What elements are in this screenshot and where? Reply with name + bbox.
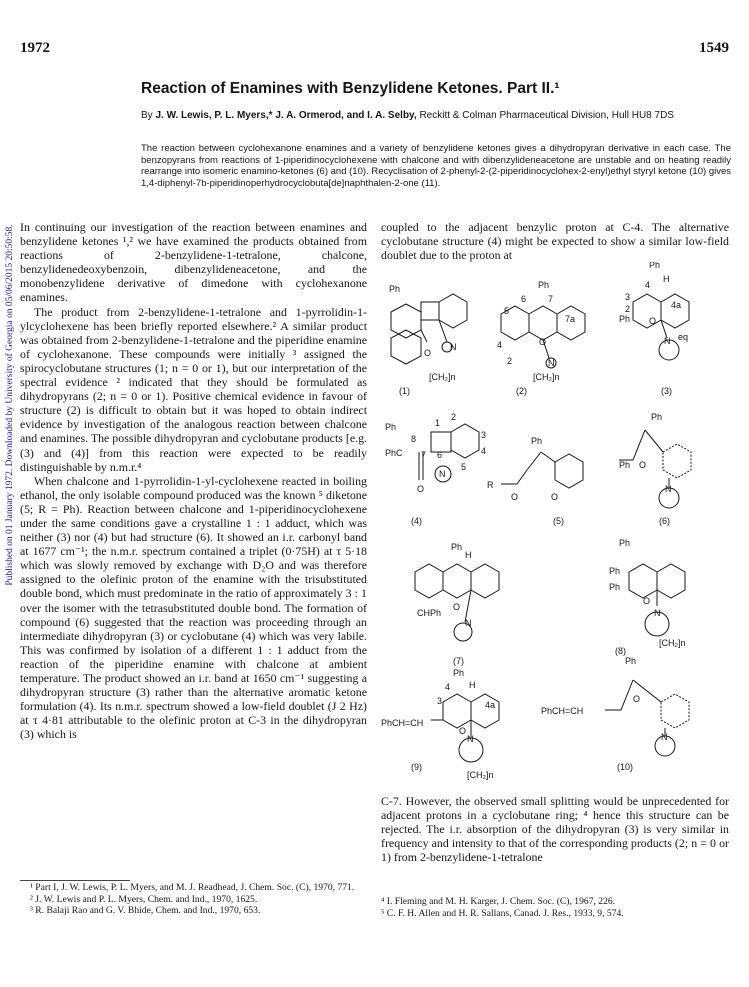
compound-7 bbox=[415, 542, 499, 666]
label-ch2n-8: [CH₂]n bbox=[659, 638, 686, 648]
label-num4-3: 4 bbox=[645, 280, 651, 290]
label-phch-9: PhCH=CH bbox=[381, 718, 424, 728]
label-n-9: N bbox=[467, 734, 474, 744]
label-n-6: N bbox=[665, 484, 672, 494]
label-ph-8: Ph bbox=[619, 538, 631, 548]
download-sidebar bbox=[4, 195, 16, 615]
label-ch2n-9: [CH₂]n bbox=[467, 770, 494, 780]
label-num5-2: 5 bbox=[504, 306, 510, 316]
paragraph-right-bottom: C-7. However, the observed small splitting would be unprecedented for adjacent protons in a cyclobutane ring; ⁴ hence this structure can be rejected. The i.r. absorption of the dihydropyran (3) is very similar in frequency and intensity to that of the corresponding products (2; n = 0 or 1) from 2-benzylidene-1-tetralone bbox=[381, 794, 729, 865]
label-o-5b: O bbox=[551, 492, 559, 502]
label-o-8: O bbox=[643, 596, 651, 606]
compound-2 bbox=[497, 280, 585, 396]
paragraph-right-top: coupled to the adjacent benzylic proton at C-4. The alternative cyclobutane structure (4) might be expected to show a similar low-field doublet due to the proton at bbox=[381, 220, 729, 263]
label-num4-4: 4 bbox=[481, 446, 487, 456]
label-o-2: O bbox=[539, 337, 547, 347]
compound-4 bbox=[385, 412, 486, 526]
paragraph-3: When chalcone and 1-pyrrolidin-1-yl-cyclohexene reacted in boiling ethanol, the only isolable compound produced was the known ⁵ diketone (5; R = Ph). Reaction between chalcone and 1-piperidinocyclohexene under the same conditions gave a crystalline 1 : 1 adduct, which was neither (3) nor (4) but had structure (6). It showed an i.r. carbonyl band at 1677 cm⁻¹; the n.m.r. spectrum contained a triplet (0·75H) at τ 5·18 which was slowly removed by exchange with D₂O and was therefore assigned to the olefinic proton of the enamine with the trisubstituted double bond, which must predominate in the ratio of approximately 3 : 1 over the isomer with the tetrasubstituted double bond. The formation of compound (6) suggested that the reaction was proceeding through an intermediate dihydropyran (3) or cyclobutane (4) which was very labile. This was confirmed by isolation of a different 1 : 1 adduct from the reaction of the piperidine enamine with chalcone at ambient temperature. The product showed an i.r. band at 1650 cm⁻¹ suggesting a dihydropyran structure (3) rather than the alternative aromatic ketone formulation (4). Its n.m.r. spectrum showed a low-field doublet (J 2 Hz) at τ 4·81 attributable to the olefinic proton at C-3 in the dihydropyran (3) which is bbox=[20, 473, 367, 742]
author-affiliation: Reckitt & Colman Pharmaceutical Division, Hull HU8 7DS bbox=[419, 110, 674, 121]
paragraph-1: In continuing our investigation of the reaction between enamines and benzylidene ketones ¹,² we have examined the products obtained from reactions of 2-benzylidene-1-tetralone, chalcone, benzylidenedeoxybenzoin, dibenzylideneacetone, and the monobenzylidene derivative of dimedone with cyclohexanone enamines. bbox=[20, 220, 367, 305]
compound-label-3: (3) bbox=[661, 386, 672, 396]
label-ph-8c: Ph bbox=[609, 582, 621, 592]
label-ph-6: Ph bbox=[651, 412, 663, 422]
label-n-10: N bbox=[661, 732, 668, 742]
label-o-3: O bbox=[649, 316, 657, 326]
label-num7a-2: 7a bbox=[565, 314, 576, 324]
page-number: 1549 bbox=[699, 40, 729, 56]
structures-figure bbox=[381, 262, 729, 792]
compound-label-8: (8) bbox=[615, 646, 626, 656]
paragraph-2: The product from 2-benzylidene-1-tetralone and 1-pyrrolidin-1-ylcyclohexene has been briefly reported elsewhere.² A similar product was obtained from 2-benzylidene-1-tetralone and the piperidine enamine of cyclohexanone. These compounds were initially ³ assigned the spirocyclobutane structures (1; n = 0 or 1), but our interpretation of the spectral evidence ² indicated that they should be formulated as dihydropyrans (2; n = 0 or 1). Positive chemical evidence in favour of structure (2) is difficult to obtain but it was hoped to obtain indirect evidence by investigation of the analogous reaction between chalcone and enamines. The possible dihydropyran and cyclobutane products [e.g. (3) and (4)] from this reaction were expected to be readily distinguishable by n.m.r.⁴ bbox=[20, 304, 367, 474]
compound-label-9: (9) bbox=[411, 762, 422, 772]
label-h-3: H bbox=[663, 274, 670, 284]
label-ph-10: Ph bbox=[625, 656, 637, 666]
label-num6-4: 6 bbox=[437, 450, 443, 460]
label-ch2n-2: [CH₂]n bbox=[533, 372, 560, 382]
label-ph-4: Ph bbox=[385, 422, 397, 432]
footnote-3: ³ R. Balaji Rao and G. V. Bhide, Chem. and Ind., 1970, 653. bbox=[30, 905, 261, 916]
label-num8-4: 8 bbox=[411, 434, 417, 444]
footnotes-left bbox=[30, 882, 367, 917]
compound-label-10: (10) bbox=[617, 762, 634, 772]
compound-label-6: (6) bbox=[659, 516, 670, 526]
label-n-3: N bbox=[664, 336, 671, 346]
right-column-top bbox=[381, 220, 729, 262]
journal-year: 1972 bbox=[20, 40, 50, 56]
label-num3-4: 3 bbox=[481, 430, 487, 440]
label-ph-3: Ph bbox=[649, 262, 661, 270]
label-num2-3: 2 bbox=[625, 304, 631, 314]
label-num6-2: 6 bbox=[521, 294, 527, 304]
label-ph-3b: Ph bbox=[619, 314, 631, 324]
compound-8 bbox=[609, 538, 686, 656]
author-names: J. W. Lewis, P. L. Myers,* J. A. Ormerod, and I. A. Selby, bbox=[155, 110, 417, 121]
compound-10 bbox=[541, 656, 689, 772]
label-n-7: N bbox=[465, 618, 472, 628]
label-o-1: O bbox=[424, 348, 432, 358]
label-phch-10: PhCH=CH bbox=[541, 706, 584, 716]
label-ph-2: Ph bbox=[538, 280, 550, 290]
label-num7-2: 7 bbox=[548, 294, 554, 304]
author-prefix: By bbox=[141, 110, 153, 121]
label-num1-4: 1 bbox=[435, 418, 441, 428]
footnote-4: ⁴ I. Fleming and M. H. Karger, J. Chem. Soc. (C), 1967, 226. bbox=[381, 896, 616, 907]
compound-9 bbox=[381, 668, 499, 780]
label-o-6: O bbox=[639, 460, 647, 470]
compound-label-4: (4) bbox=[411, 516, 422, 526]
label-h-9: H bbox=[469, 680, 476, 690]
label-o-4: O bbox=[417, 484, 425, 494]
author-line bbox=[141, 110, 731, 122]
label-n-4: N bbox=[439, 469, 446, 479]
label-o-7: O bbox=[453, 602, 461, 612]
article-title: Reaction of Enamines with Benzylidene Ketones. Part II.¹ bbox=[141, 80, 560, 97]
label-num7-4: 7 bbox=[421, 450, 427, 460]
label-num4-9: 4 bbox=[445, 682, 451, 692]
label-chph-7: CHPh bbox=[417, 608, 442, 618]
structures-svg bbox=[381, 262, 729, 792]
footnotes-right bbox=[381, 896, 729, 919]
compound-label-2: (2) bbox=[516, 386, 527, 396]
label-ph-9: Ph bbox=[453, 668, 465, 678]
label-num5-4: 5 bbox=[461, 462, 467, 472]
compound-label-7: (7) bbox=[453, 656, 464, 666]
right-column-bottom bbox=[381, 794, 729, 864]
label-n-2: N bbox=[548, 358, 555, 368]
label-num3-9: 3 bbox=[437, 696, 443, 706]
label-n-8: N bbox=[654, 608, 661, 618]
label-ph-8b: Ph bbox=[609, 566, 621, 576]
label-num4a-3: 4a bbox=[671, 300, 682, 310]
label-phc-4: PhC bbox=[385, 448, 403, 458]
label-h-7: H bbox=[465, 550, 472, 560]
label-ch2n-1: [CH₂]n bbox=[429, 372, 456, 382]
label-eq-3: eq bbox=[678, 332, 689, 342]
label-num2-4: 2 bbox=[451, 412, 457, 422]
label-ph-7: Ph bbox=[451, 542, 463, 552]
label-o-10: O bbox=[633, 694, 641, 704]
footnote-5: ⁵ C. F. H. Allen and H. R. Sallans, Canad. J. Res., 1933, 9, 574. bbox=[381, 907, 624, 919]
footnote-rule-left bbox=[20, 880, 130, 881]
label-ph-1: Ph bbox=[389, 284, 401, 294]
compound-label-5: (5) bbox=[553, 516, 564, 526]
label-o-9: O bbox=[459, 726, 467, 736]
label-n-1: N bbox=[450, 342, 457, 352]
label-num2-2: 2 bbox=[507, 356, 513, 366]
label-num3-3: 3 bbox=[625, 292, 631, 302]
compound-5 bbox=[487, 436, 583, 526]
footnote-2: ² J. W. Lewis and P. L. Myers, Chem. and Ind., 1970, 1625. bbox=[30, 893, 258, 905]
compound-1 bbox=[389, 284, 467, 396]
download-notice[interactable]: Published on 01 January 1972. Downloaded by University of Georgia on 05/06/2015 20:50:58. bbox=[5, 224, 15, 586]
label-num4-2: 4 bbox=[497, 340, 503, 350]
footnote-1: ¹ Part I, J. W. Lewis, P. L. Myers, and M. J. Readhead, J. Chem. Soc. (C), 1970, 771. bbox=[30, 882, 355, 893]
compound-3 bbox=[619, 262, 689, 396]
abstract: The reaction between cyclohexanone enamines and a variety of benzylidene ketones gives a dihydropyran derivative in each case. The benzopyrans from reactions of 1-piperidinocyclohexene with chalcone and with dibenzylideneacetone are unstable and on heating readily rearrange into isomeric enamino-ketones (6) and (10). Recyclisation of 2-phenyl-2-(2-piperidinocyclohex-2-enyl)ethyl styryl ketone (10) gives 1,4-diphenyl-7b-piperidinoperhydrocyclobuta[de]naphthalen-2-one (11). bbox=[141, 143, 731, 189]
label-num4a-9: 4a bbox=[485, 700, 496, 710]
left-column bbox=[20, 220, 367, 741]
label-o-5a: O bbox=[511, 492, 519, 502]
compound-6 bbox=[619, 412, 691, 526]
label-r-5: R bbox=[487, 480, 494, 490]
label-ph-5: Ph bbox=[531, 436, 543, 446]
label-ph-6b: Ph bbox=[619, 460, 631, 470]
compound-label-1: (1) bbox=[399, 386, 410, 396]
